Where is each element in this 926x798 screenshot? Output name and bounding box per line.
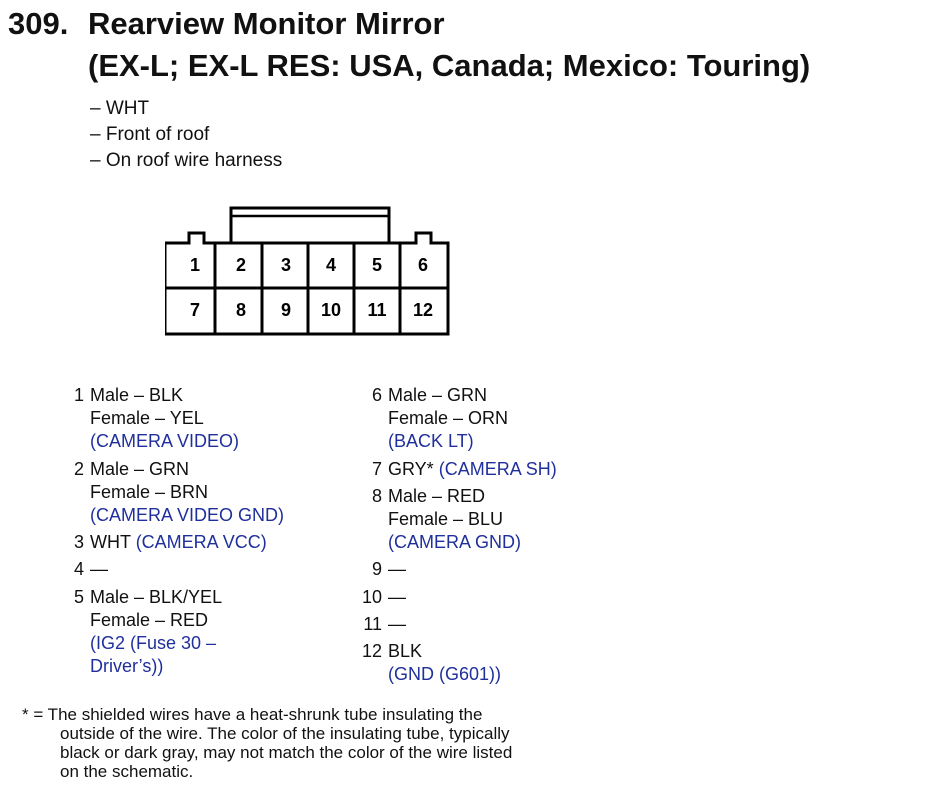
pin-number: 11 — [363, 613, 382, 634]
pin-number: 12 — [361, 641, 382, 662]
connector-color: – WHT — [90, 98, 150, 119]
connector-outline — [165, 208, 448, 334]
pin-entry — [352, 485, 652, 555]
pin-wire: — — [388, 586, 406, 607]
pin-label: 11 — [367, 300, 387, 320]
pin-number: 6 — [371, 385, 382, 405]
pin-entry — [352, 613, 652, 636]
pin-list-right — [352, 384, 652, 690]
pin-wire-female: Female – YEL — [90, 408, 204, 429]
footnote-line: outside of the wire. The color of the insulating tube, typically — [60, 724, 510, 743]
pin-wire-male: Male – RED — [388, 485, 486, 506]
pin-label: 12 — [412, 300, 434, 320]
pin-wire: GRY* — [388, 458, 434, 479]
pin-description-cont: Driver’s)) — [90, 656, 164, 677]
pin-wire-male: Male – BLK — [90, 385, 184, 405]
pin-wire: — — [90, 559, 108, 580]
pin-label: 5 — [371, 255, 383, 275]
page-number: 309. — [8, 6, 69, 41]
pin-description: (CAMERA SH) — [438, 458, 557, 479]
pin-description: (CAMERA GND) — [388, 532, 522, 553]
pin-wire-female: Female – ORN — [388, 408, 509, 429]
pin-label: 8 — [235, 300, 247, 320]
pin-number: 10 — [361, 586, 382, 607]
pin-wire-male: Male – BLK/YEL — [90, 586, 223, 607]
connector-harness: – On roof wire harness — [90, 150, 283, 171]
pin-entry — [352, 586, 652, 609]
pin-number: 4 — [73, 559, 84, 580]
footnote-line: on the schematic. — [60, 762, 194, 781]
pin-wire: WHT — [90, 532, 131, 553]
pin-list-left — [54, 384, 354, 682]
pin-label: 4 — [325, 255, 337, 275]
pin-wire-female: Female – RED — [90, 609, 209, 630]
pin-label: 9 — [280, 300, 292, 320]
pin-entry — [54, 531, 354, 554]
pin-label: 10 — [320, 300, 342, 320]
pin-wire-male: Male – GRN — [388, 385, 488, 405]
footnote-line: black or dark gray, may not match the color of the wire listed — [60, 743, 513, 762]
pin-label: 2 — [235, 255, 247, 275]
pin-description: (BACK LT) — [388, 431, 474, 452]
pin-number: 8 — [371, 485, 382, 506]
pin-number: 9 — [371, 559, 382, 580]
pin-entry — [54, 586, 354, 679]
pin-wire: BLK — [388, 641, 423, 662]
pin-description: (GND (G601)) — [388, 664, 502, 685]
pin-number: 1 — [73, 385, 84, 405]
pin-entry — [352, 458, 652, 481]
pin-wire-female: Female – BRN — [90, 481, 209, 502]
connector-location: – Front of roof — [90, 124, 210, 145]
pin-label: 7 — [189, 300, 201, 320]
pin-label: 6 — [417, 255, 429, 275]
pin-label: 1 — [189, 255, 201, 275]
pin-wire: — — [388, 559, 406, 580]
pin-entry — [54, 558, 354, 581]
pin-number: 5 — [73, 586, 84, 607]
pin-entry — [54, 458, 354, 528]
connector-diagram — [165, 203, 455, 343]
pin-number: 3 — [73, 532, 84, 553]
footnote-line: * = The shielded wires have a heat-shrunk tube insulating the — [22, 705, 483, 724]
pin-entry — [352, 640, 652, 686]
pin-wire-male: Male – GRN — [90, 458, 190, 479]
pin-description: (CAMERA VIDEO) — [90, 431, 240, 452]
pin-label: 3 — [280, 255, 292, 275]
pin-description: (IG2 (Fuse 30 – — [90, 633, 217, 654]
pin-wire: — — [388, 613, 406, 634]
pin-entry — [352, 558, 652, 581]
pin-number: 2 — [73, 458, 84, 479]
pin-entry — [54, 384, 354, 454]
connector-info — [90, 96, 282, 174]
pin-number: 7 — [371, 458, 382, 479]
page-title: Rearview Monitor Mirror — [88, 6, 445, 41]
pin-description: (CAMERA VCC) — [135, 532, 267, 553]
footnote — [22, 705, 622, 781]
pin-entry — [352, 384, 652, 454]
pin-description: (CAMERA VIDEO GND) — [90, 505, 285, 526]
page-subtitle: (EX-L; EX-L RES: USA, Canada; Mexico: Touring) — [88, 48, 811, 83]
pin-wire-female: Female – BLU — [388, 509, 504, 530]
